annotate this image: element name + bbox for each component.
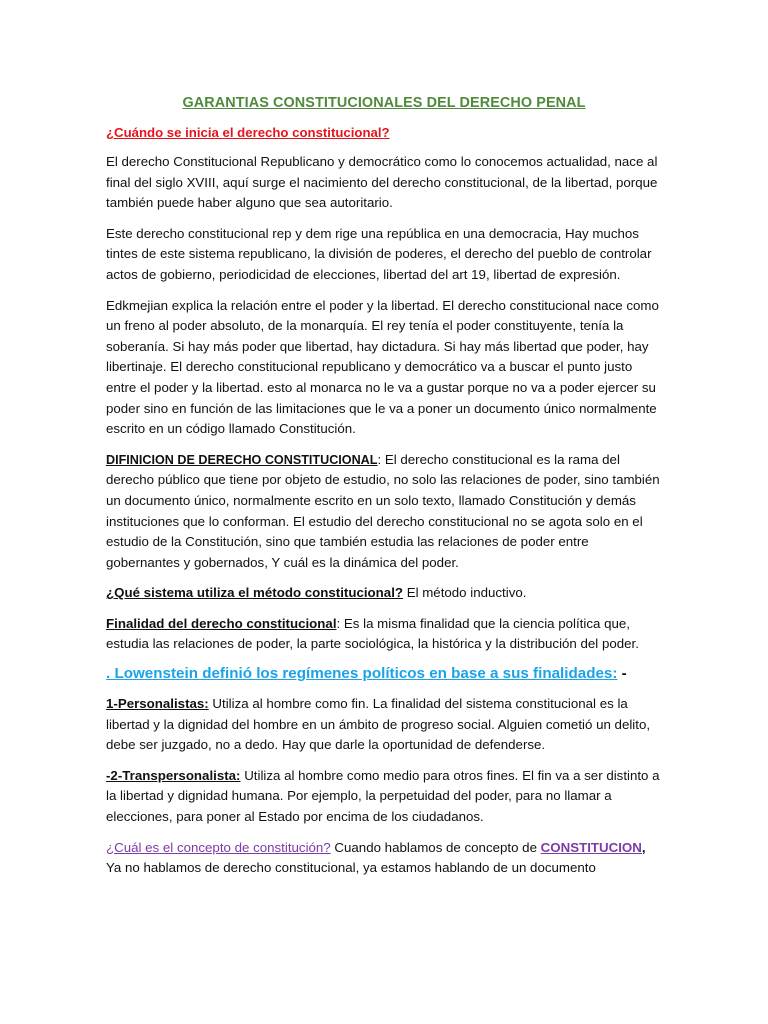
question-inicio: ¿Cuándo se inicia el derecho constitucional? <box>106 125 390 140</box>
personalistas-text: Utiliza al hombre como fin. La finalidad del sistema constitucional es la libertad y la dignidad del hombre en un ámbito de progreso social. Alguien cometió un delito, debe ser juzgado, no a dedo. Hay que darle la oportunidad de defenderse. <box>106 696 651 753</box>
transpersonalista-text: Utiliza al hombre como medio para otros fines. El fin va a ser distinto a la libertad y dignidad humana. Por ejemplo, la perpetuidad del poder, para no llamar a elecciones, para poner al Estado por encima de los ciudadanos. <box>106 767 660 825</box>
paragraph-constitucion <box>106 838 662 879</box>
constitucion-text1: Cuando hablamos de concepto de <box>330 839 541 855</box>
finalidad-label: Finalidad del derecho constitucional <box>106 615 337 631</box>
personalistas-label: 1-Personalistas: <box>106 696 209 712</box>
constitucion-comma: , <box>641 839 646 855</box>
constitucion-question: ¿Cuál es el concepto de constitución? <box>106 839 331 855</box>
paragraph-transpersonalista <box>106 766 662 828</box>
paragraph-definicion <box>106 450 662 574</box>
paragraph-edkmejian: Edkmejian explica la relación entre el poder y la libertad. El derecho constitucional nace como un freno al poder absoluto, de la monarquía. El rey tenía el poder constituyente, tenía la soberanía. Si hay más poder que libertad, hay dictadura. Si hay más libertad que poder, hay libertinaje. El derecho constitucional republicano y democrático va a buscar el punto justo entre el poder y la libertad. esto al monarca no le va a gustar porque no va a poder ejercer su poder sino en función de las limitaciones que le va a poner un documento único normalmente escrito en un código llamado Constitución. <box>106 297 659 437</box>
constitucion-keyword: CONSTITUCION <box>540 839 642 855</box>
metodo-answer: El método inductivo. <box>403 585 527 601</box>
paragraph-republica: Este derecho constitucional rep y dem rige una república en una democracia, Hay muchos tintes de este sistema republicano, la división de poderes, el derecho del pueblo de controlar actos de gobierno, periodicidad de elecciones, libertad del art 19, libertad de expresión. <box>106 225 652 282</box>
lowenstein-heading-text: . Lowenstein definió los regímenes políticos en base a sus finalidades: <box>106 665 618 683</box>
constitucion-text2: Ya no hablamos de derecho constitucional, ya estamos hablando de un documento <box>106 860 596 876</box>
paragraph-personalistas <box>106 694 662 756</box>
document-title: GARANTIAS CONSTITUCIONALES DEL DERECHO PENAL <box>182 95 586 111</box>
definicion-text: : El derecho constitucional es la rama del derecho público que tiene por objeto de estudio, no solo las relaciones de poder, sino también un documento único, normalmente escrito en un solo texto, llamado Constitución y demás instituciones que lo conforman. El estudio del derecho constitucional no se agota solo en el estudio de la Constitución, sino que también estudia las relaciones de poder entre gobernantes y gobernados, Y cuál es la dinámica del poder. <box>106 451 660 570</box>
metodo-question: ¿Qué sistema utiliza el método constitucional? <box>106 585 404 601</box>
finalidad-text: : Es la misma finalidad que la ciencia política que, estudia las relaciones de poder, la parte sociológica, la histórica y la distribución del poder. <box>106 615 639 652</box>
paragraph-origen: El derecho Constitucional Republicano y democrático como lo conocemos actualidad, nace al final del siglo XVIII, aquí surge el nacimiento del derecho constitucional, de la libertad, porque también puede haber alguno que sea autoritario. <box>106 154 658 211</box>
transpersonalista-label: -2-Transpersonalista: <box>106 767 241 783</box>
definicion-label: DIFINICION DE DERECHO CONSTITUCIONAL <box>106 452 378 467</box>
paragraph-finalidad <box>106 614 662 655</box>
paragraph-metodo <box>106 583 662 604</box>
lowenstein-heading <box>106 665 662 682</box>
lowenstein-heading-dash: - <box>617 665 627 683</box>
